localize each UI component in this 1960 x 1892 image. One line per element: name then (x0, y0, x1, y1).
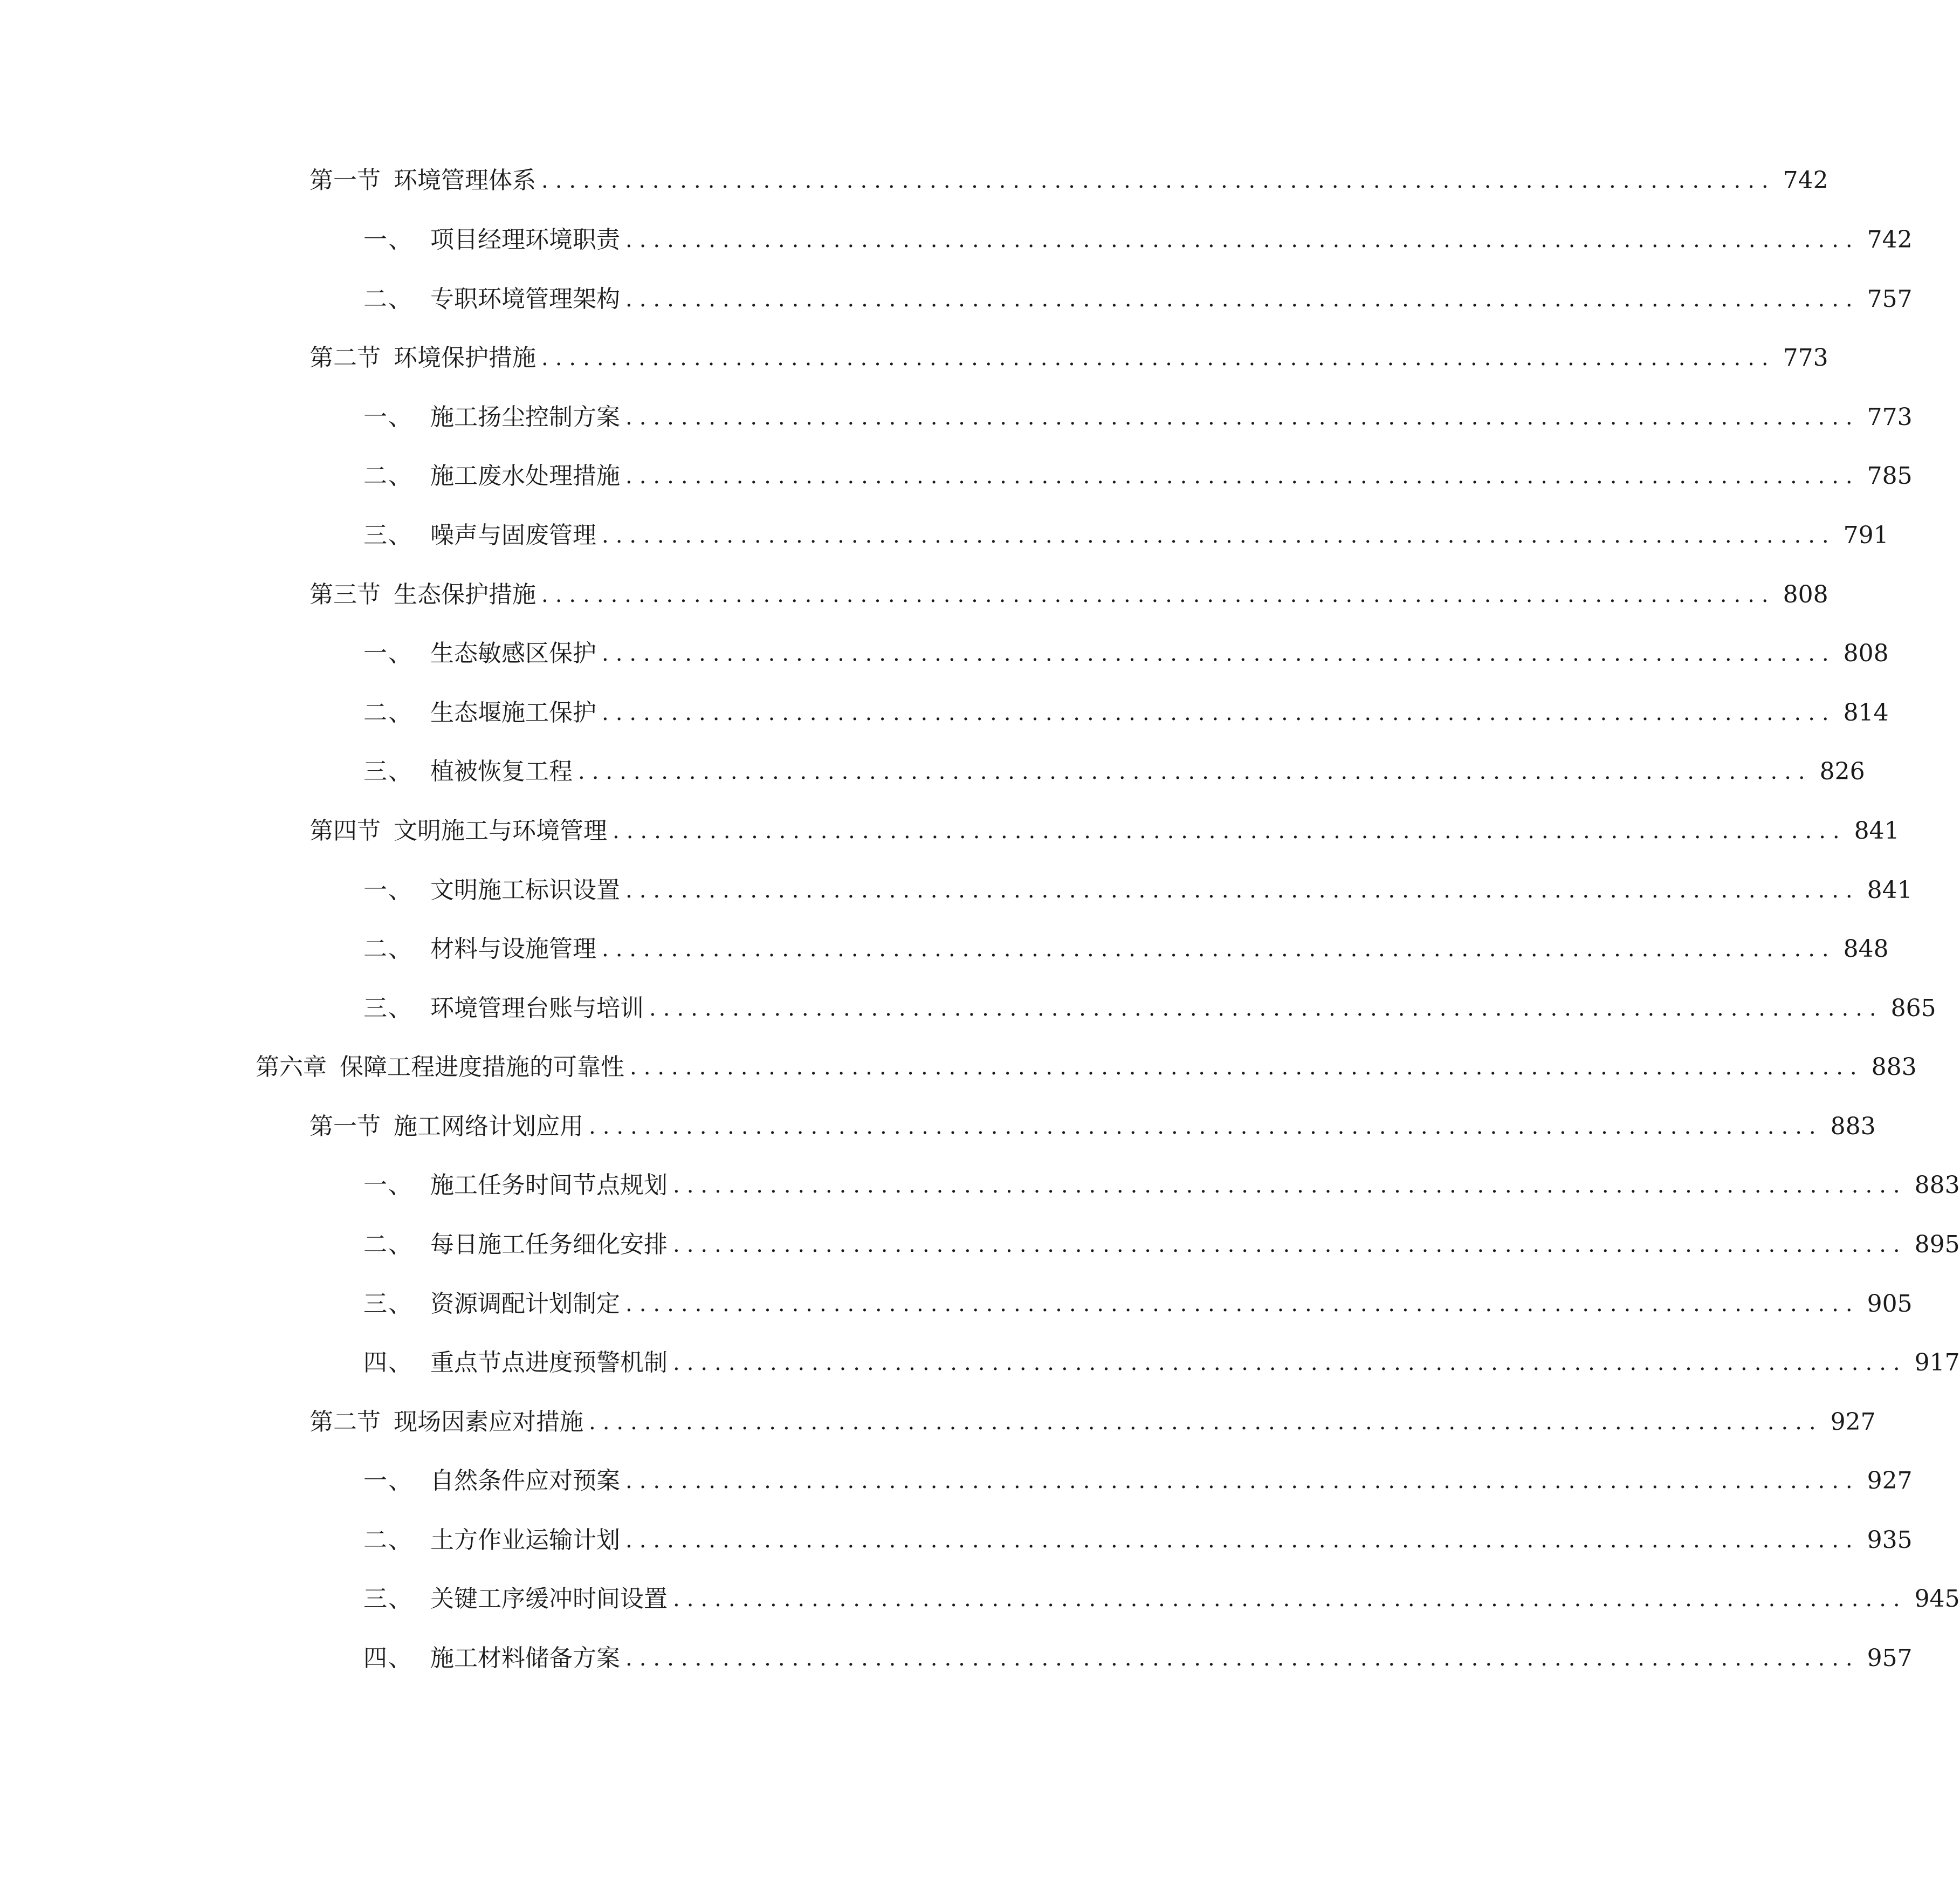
toc-entry[interactable] (363, 1521, 1913, 1559)
toc-entry[interactable] (363, 280, 1913, 318)
toc-entry-page: 927 (1830, 1408, 1876, 1436)
toc-entry-title: 关键工序缓冲时间设置 (430, 1585, 668, 1613)
toc-entry-number: 第四节 (310, 817, 381, 845)
toc-entry-page: 895 (1914, 1231, 1960, 1258)
toc-entry[interactable] (363, 517, 1889, 554)
toc-entry[interactable] (363, 1344, 1960, 1382)
toc-entry-page: 848 (1843, 935, 1889, 963)
toc-entry[interactable] (310, 1403, 1876, 1441)
toc-entry-number: 一、 (363, 640, 413, 667)
dot-leader: ......................................................................................... (625, 464, 1860, 489)
dot-leader: ......................................................................................... (625, 1528, 1860, 1553)
toc-entry-title: 自然条件应对预案 (430, 1467, 620, 1495)
toc-entry[interactable] (363, 635, 1889, 673)
dot-leader: ......................................................................................... (589, 1410, 1823, 1435)
toc-entry-title: 施工网络计划应用 (394, 1113, 583, 1140)
toc-entry-title: 生态堰施工保护 (430, 699, 596, 726)
toc-entry[interactable] (310, 576, 1828, 614)
toc-entry[interactable] (363, 1167, 1960, 1204)
toc-entry[interactable] (363, 1462, 1913, 1500)
toc-entry-title: 保障工程进度措施的可靠性 (340, 1053, 624, 1081)
toc-entry[interactable] (363, 930, 1889, 968)
toc-entry-title: 植被恢复工程 (430, 758, 573, 785)
toc-entry-number: 第一节 (310, 167, 381, 194)
toc-entry-page: 841 (1867, 876, 1913, 904)
toc-entry-title: 施工材料储备方案 (430, 1644, 620, 1672)
dot-leader: ......................................................................................... (541, 582, 1776, 607)
toc-entry[interactable] (363, 399, 1913, 436)
toc-entry-title: 现场因素应对措施 (394, 1408, 583, 1436)
toc-entry[interactable] (363, 1285, 1913, 1323)
toc-entry-page: 905 (1867, 1290, 1913, 1318)
toc-entry-title: 重点节点进度预警机制 (430, 1349, 668, 1376)
dot-leader: ......................................................................................... (625, 1646, 1860, 1671)
toc-entry[interactable] (363, 990, 1936, 1027)
toc-entry-page: 808 (1843, 640, 1889, 667)
toc-entry-title: 施工扬尘控制方案 (430, 403, 620, 431)
toc-entry-title: 施工任务时间节点规划 (430, 1171, 668, 1199)
dot-leader: ......................................................................................... (625, 287, 1860, 312)
toc-entry-page: 841 (1854, 817, 1900, 845)
toc-entry-number: 第二节 (310, 1408, 381, 1436)
toc-entry[interactable] (363, 1580, 1960, 1618)
toc-entry-page: 826 (1819, 758, 1865, 785)
toc-entry-title: 文明施工标识设置 (430, 876, 620, 904)
toc-entry-title: 资源调配计划制定 (430, 1290, 620, 1318)
toc-entry[interactable] (363, 457, 1913, 495)
toc-entry-page: 791 (1843, 522, 1889, 549)
toc-entry-title: 专职环境管理架构 (430, 285, 620, 313)
toc-entry-page: 773 (1867, 403, 1913, 431)
dot-leader: ......................................................................................... (673, 1351, 1907, 1375)
toc-entry-number: 第三节 (310, 581, 381, 608)
toc-entry-number: 二、 (363, 1231, 413, 1258)
toc-entry-number: 三、 (363, 1290, 413, 1318)
toc-entry-number: 一、 (363, 876, 413, 904)
toc-entry-number: 三、 (363, 758, 413, 785)
toc-entry[interactable] (256, 1048, 1917, 1086)
dot-leader: ......................................................................................... (602, 937, 1836, 962)
toc-entry[interactable] (363, 221, 1913, 259)
dot-leader: ......................................................................................... (673, 1232, 1907, 1257)
dot-leader: ......................................................................................... (589, 1114, 1823, 1139)
toc-entry-title: 噪声与固废管理 (430, 522, 596, 549)
toc-entry-page: 883 (1830, 1113, 1876, 1140)
dot-leader: ......................................................................................... (625, 405, 1860, 430)
dot-leader: ......................................................................................... (649, 996, 1883, 1021)
toc-entry-title: 环境管理台账与培训 (430, 995, 644, 1022)
toc-entry-page: 814 (1843, 699, 1889, 726)
toc-entry[interactable] (363, 1226, 1960, 1264)
toc-entry-title: 土方作业运输计划 (430, 1526, 620, 1554)
toc-entry[interactable] (363, 1640, 1913, 1677)
toc-entry-title: 生态敏感区保护 (430, 640, 596, 667)
dot-leader: ......................................................................................... (625, 1292, 1860, 1317)
toc-entry-number: 一、 (363, 403, 413, 431)
toc-entry-title: 环境保护措施 (394, 344, 536, 372)
toc-entry-number: 第二节 (310, 344, 381, 372)
toc-entry-page: 773 (1783, 344, 1828, 372)
toc-entry[interactable] (363, 753, 1865, 791)
toc-entry-page: 865 (1890, 995, 1936, 1022)
dot-leader: ......................................................................................... (613, 819, 1847, 844)
dot-leader: ......................................................................................... (602, 701, 1836, 725)
toc-entry-title: 生态保护措施 (394, 581, 536, 608)
toc-entry-page: 742 (1867, 226, 1913, 253)
toc-entry-title: 项目经理环境职责 (430, 226, 620, 253)
toc-entry-number: 二、 (363, 935, 413, 963)
dot-leader: ......................................................................................... (541, 346, 1776, 371)
toc-entry[interactable] (310, 162, 1828, 200)
toc-entry-title: 环境管理体系 (394, 167, 536, 194)
toc-entry-number: 四、 (363, 1644, 413, 1672)
dot-leader: ......................................................................................... (602, 523, 1836, 548)
dot-leader: ......................................................................................... (673, 1173, 1907, 1198)
toc-entry-page: 757 (1867, 285, 1913, 313)
toc-entry[interactable] (310, 1108, 1876, 1146)
dot-leader: ......................................................................................... (578, 759, 1812, 784)
toc-entry-number: 第六章 (256, 1053, 327, 1081)
toc-entry-number: 二、 (363, 1526, 413, 1554)
toc-entry-page: 927 (1867, 1467, 1913, 1495)
toc-entry-title: 每日施工任务细化安排 (430, 1231, 668, 1258)
toc-entry-number: 三、 (363, 522, 413, 549)
toc-entry-page: 935 (1867, 1526, 1913, 1554)
toc-entry[interactable] (363, 872, 1913, 909)
dot-leader: ......................................................................................... (625, 878, 1860, 903)
toc-entry-number: 一、 (363, 1171, 413, 1199)
toc-entry-number: 二、 (363, 285, 413, 313)
toc-entry[interactable] (310, 812, 1900, 850)
dot-leader: ......................................................................................... (625, 1469, 1860, 1493)
toc-entry-number: 四、 (363, 1349, 413, 1376)
toc-entry-title: 材料与设施管理 (430, 935, 596, 963)
toc-entry-title: 文明施工与环境管理 (394, 817, 607, 845)
toc-entry-number: 一、 (363, 226, 413, 253)
toc-entry[interactable] (363, 694, 1889, 732)
toc-entry-title: 施工废水处理措施 (430, 462, 620, 490)
toc-entry-number: 三、 (363, 1585, 413, 1613)
toc-entry-number: 二、 (363, 699, 413, 726)
toc-entry-page: 785 (1867, 462, 1913, 490)
toc-entry-page: 883 (1914, 1171, 1960, 1199)
toc-entry[interactable] (310, 339, 1828, 377)
toc-entry-number: 二、 (363, 462, 413, 490)
toc-entry-page: 742 (1783, 167, 1828, 194)
toc-entry-number: 第一节 (310, 1113, 381, 1140)
dot-leader: ......................................................................................... (602, 641, 1836, 666)
dot-leader: ......................................................................................... (673, 1587, 1907, 1612)
toc-entry-page: 917 (1914, 1349, 1960, 1376)
toc-entry-page: 957 (1867, 1644, 1913, 1672)
dot-leader: ......................................................................................... (625, 228, 1860, 252)
toc-entry-number: 一、 (363, 1467, 413, 1495)
toc-entry-page: 883 (1871, 1053, 1917, 1081)
toc-entry-page: 808 (1783, 581, 1828, 608)
toc-entry-page: 945 (1914, 1585, 1960, 1613)
dot-leader: ......................................................................................... (630, 1055, 1864, 1080)
toc-entry-number: 三、 (363, 995, 413, 1022)
dot-leader: ......................................................................................... (541, 168, 1776, 193)
